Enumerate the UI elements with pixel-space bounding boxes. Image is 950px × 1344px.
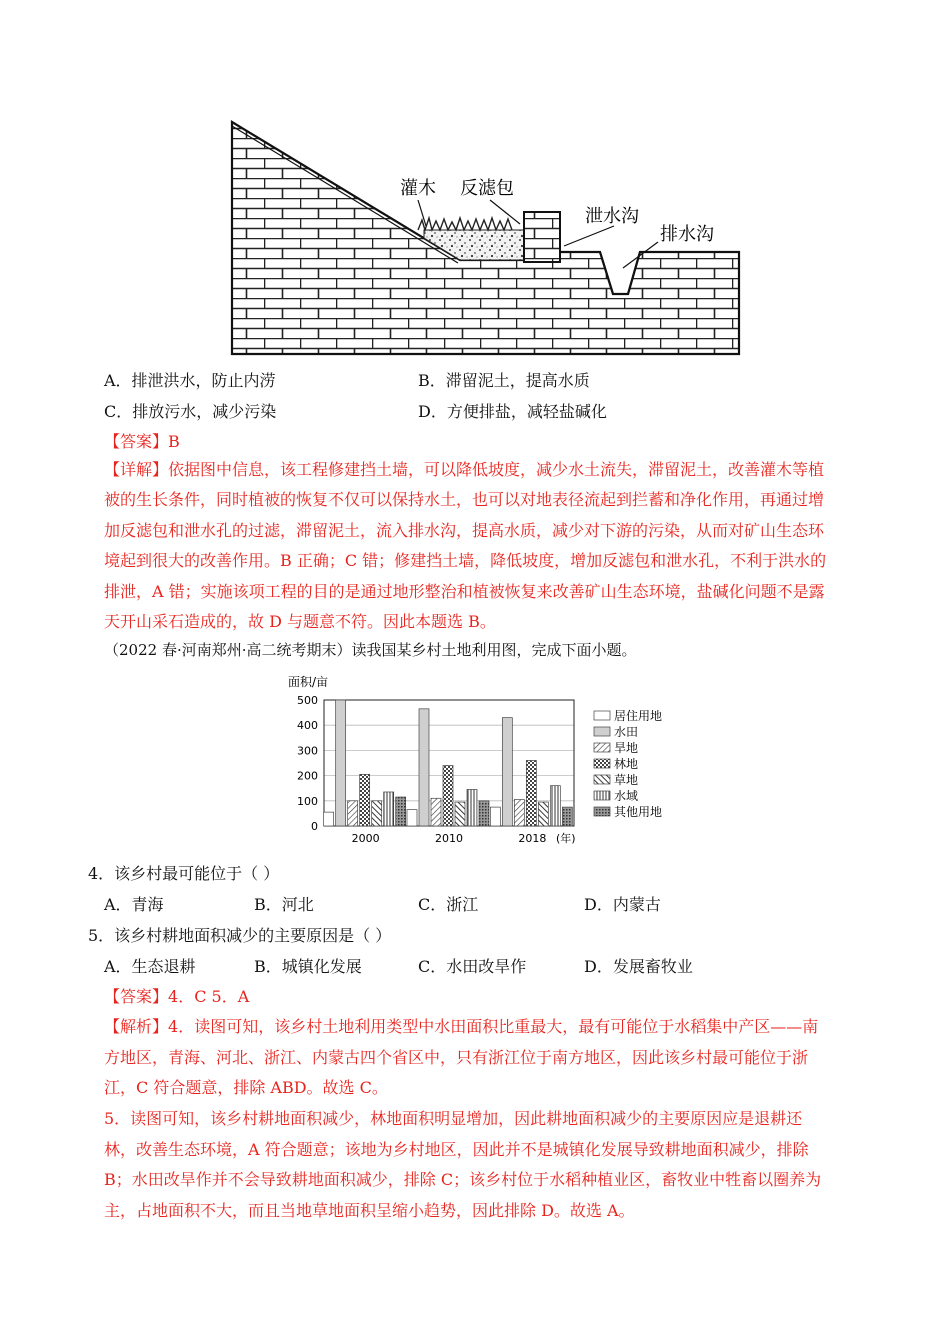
chart-bar-水田 xyxy=(336,700,346,826)
legend-swatch xyxy=(594,759,610,768)
legend-label: 水域 xyxy=(614,789,639,803)
q4-stem: 4．该乡村最可能位于（ ） xyxy=(88,864,280,883)
analysis-paragraph-5 xyxy=(104,1104,821,1226)
chart-ytick-label: 500 xyxy=(297,694,318,707)
legend-label: 水田 xyxy=(614,725,639,739)
chart-bar-水域 xyxy=(550,786,560,826)
q5-option-d[interactable]: D．发展畜牧业 xyxy=(584,957,693,976)
q4-option-a[interactable]: A．青海 xyxy=(104,895,164,914)
legend-swatch xyxy=(594,807,610,816)
q3-option-b[interactable]: B．滞留泥土，提高水质 xyxy=(418,371,590,390)
chart-ytick-label: 0 xyxy=(311,820,318,833)
chart-bar-居住用地 xyxy=(490,807,500,826)
chart-bar-林地 xyxy=(443,766,453,826)
detail-line: 依据图中信息，该工程修建挡土墙，可以降低坡度，减少水土流失，滞留泥土，改善灌木等植 xyxy=(168,460,825,479)
q5-stem: 5．该乡村耕地面积减少的主要原因是（ ） xyxy=(88,926,392,945)
detail-line: 加反滤包和泄水孔的过滤，滞留泥土，流入排水沟，提高水质，减少对下游的污染，从而对矿山生态环 xyxy=(104,520,825,540)
chart-bar-林地 xyxy=(360,774,370,826)
legend-label: 居住用地 xyxy=(614,709,663,723)
answer-2 xyxy=(104,985,249,1009)
chart-bar-草地 xyxy=(455,802,465,826)
analysis-paragraph-4 xyxy=(104,1012,818,1104)
detail-line: 排泄，A 错；实施该项工程的目的是通过地形整治和植被恢复来改善矿山生态环境，盐碱化问题不是露 xyxy=(104,581,825,601)
q5-option-a[interactable]: A．生态退耕 xyxy=(104,957,196,976)
chart-ytick-label: 200 xyxy=(297,769,318,783)
detail-line: 天开山采石造成的，故 D 与题意不符。因此本题选 B。 xyxy=(104,612,496,631)
chart-bar-水域 xyxy=(384,792,394,826)
q4-option-d[interactable]: D．内蒙古 xyxy=(584,895,661,914)
legend-label: 草地 xyxy=(614,773,639,787)
answer-value: B xyxy=(168,432,180,451)
chart-bar-旱地 xyxy=(431,798,441,826)
chart-bar-林地 xyxy=(526,760,536,826)
chart-xtick-label: 2010 xyxy=(435,832,463,845)
chart-ylabel: 面积/亩 xyxy=(288,675,329,689)
q3-option-c[interactable]: C．排放污水，减少污染 xyxy=(104,402,277,421)
chart-bar-草地 xyxy=(372,801,382,826)
legend-swatch xyxy=(594,727,610,736)
label-filter: 反滤包 xyxy=(460,178,514,199)
chart-bar-水域 xyxy=(467,789,477,826)
label-drain: 排水沟 xyxy=(660,224,714,245)
answer-1 xyxy=(104,430,180,454)
q4-option-b[interactable]: B．河北 xyxy=(254,895,314,914)
analysis-line: 江，C 符合题意，排除 ABD。故选 C。 xyxy=(104,1078,388,1097)
analysis-line: 方地区，青海、河北、浙江、内蒙古四个省区中，只有浙江位于南方地区，因此该乡村最可能位于浙 xyxy=(104,1047,809,1067)
label-spillway: 泄水沟 xyxy=(585,206,639,227)
analysis-tag: 【解析】 xyxy=(104,1017,169,1036)
chart-bar-其他用地 xyxy=(562,807,572,826)
chart-xunit: (年) xyxy=(556,832,576,845)
chart-bar-其他用地 xyxy=(479,801,489,826)
answer-tag: 【答案】 xyxy=(104,987,169,1006)
chart-ytick-label: 300 xyxy=(297,744,318,758)
chart-bar-居住用地 xyxy=(324,812,334,826)
detail-paragraph xyxy=(104,455,864,486)
legend-swatch xyxy=(594,743,610,752)
chart-bar-旱地 xyxy=(514,800,524,826)
detail-line: 境起到很大的改善作用。B 正确；C 错；修建挡土墙，降低坡度，增加反滤包和泄水孔，不利于洪水的 xyxy=(104,551,827,570)
q3-option-a[interactable]: A．排泄洪水，防止内涝 xyxy=(104,371,276,390)
chart-bar-其他用地 xyxy=(396,797,406,826)
land-use-chart xyxy=(284,674,694,854)
q3-option-d[interactable]: D．方便排盐，减轻盐碱化 xyxy=(418,402,607,421)
legend-swatch xyxy=(594,711,610,720)
chart-xtick-label: 2018 xyxy=(518,832,547,845)
answer-value: 4．C 5．A xyxy=(168,987,250,1006)
chart-bar-旱地 xyxy=(348,801,358,826)
chart-bar-水田 xyxy=(502,718,512,826)
q5-option-b[interactable]: B．城镇化发展 xyxy=(254,957,362,976)
chart-bar-居住用地 xyxy=(407,810,417,826)
legend-swatch xyxy=(594,791,610,800)
analysis-line: 4．读图可知，该乡村土地利用类型中水田面积比重最大，最有可能位于水稻集中产区——南 xyxy=(168,1017,819,1036)
q5-option-c[interactable]: C．水田改旱作 xyxy=(418,957,527,976)
analysis-line: 林，改善生态环境，A 符合题意；该地为乡村地区，因此并不是城镇化发展导致耕地面积减少，排除 xyxy=(104,1139,809,1159)
analysis-line: B；水田改旱作并不会导致耕地面积减少，排除 C；该乡村位于水稻种植业区，畜牧业中牲畜以圈养为 xyxy=(104,1170,822,1189)
chart-xtick-label: 2000 xyxy=(351,832,380,845)
chart-bar-水田 xyxy=(419,709,429,826)
chart-bar-草地 xyxy=(538,802,548,826)
legend-label: 林地 xyxy=(614,757,639,771)
legend-swatch xyxy=(594,775,610,784)
detail-line: 被的生长条件，同时植被的恢复不仅可以保持水土，也可以对地表径流起到拦蓄和净化作用，再通过增 xyxy=(104,490,825,509)
chart-ytick-label: 100 xyxy=(297,794,318,808)
detail-lines xyxy=(104,485,864,638)
chart-ytick-label: 400 xyxy=(297,719,318,733)
legend-label: 旱地 xyxy=(614,741,639,755)
analysis-line: 主，占地面积不大，而且当地草地面积呈缩小趋势，因此排除 D。故选 A。 xyxy=(104,1200,635,1220)
retaining-wall-diagram xyxy=(228,118,743,358)
analysis-line: 5．读图可知，该乡村耕地面积减少，林地面积明显增加，因此耕地面积减少的主要原因应是退耕还 xyxy=(104,1109,803,1128)
question-intro: （2022 春·河南郑州·高二统考期末）读我国某乡村土地利用图，完成下面小题。 xyxy=(104,641,637,659)
label-shrub: 灌木 xyxy=(400,178,436,199)
q4-option-c[interactable]: C．浙江 xyxy=(418,895,479,914)
detail-tag: 【详解】 xyxy=(104,460,169,479)
answer-tag: 【答案】 xyxy=(104,432,169,451)
legend-label: 其他用地 xyxy=(614,805,663,819)
